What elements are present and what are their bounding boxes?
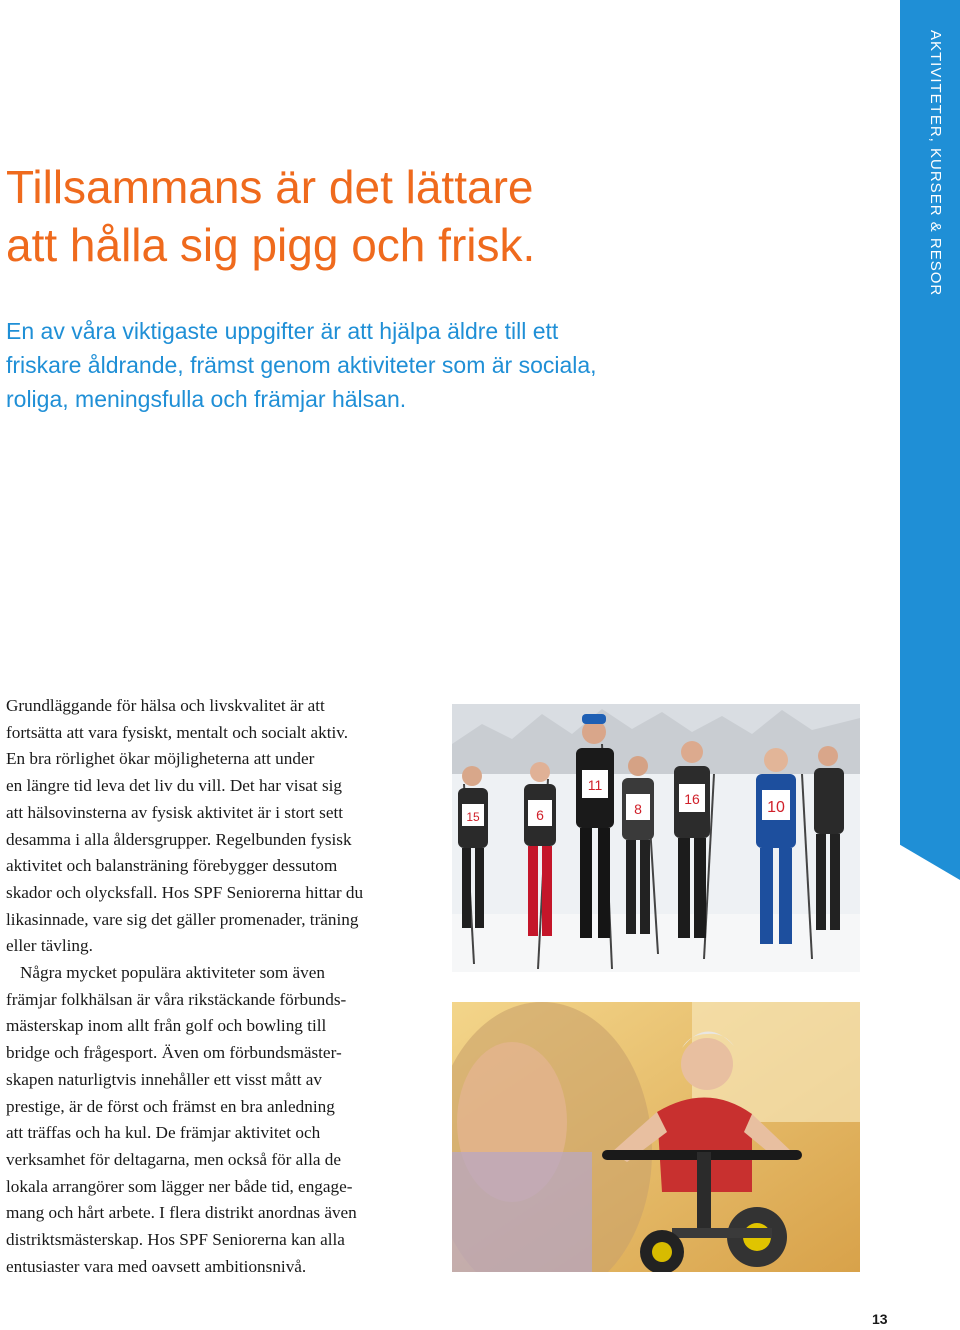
body-line: att hälsovinsterna av fysisk aktivitet är i stort sett bbox=[6, 802, 343, 822]
body-line: likasinnade, vare sig det gäller promenader, träning bbox=[6, 909, 359, 929]
page-title-line: att hålla sig pigg och frisk. bbox=[6, 219, 536, 271]
page-title bbox=[6, 158, 886, 274]
bib-number: 10 bbox=[767, 799, 785, 816]
body-line: fortsätta att vara fysiskt, mentalt och socialt aktiv. bbox=[6, 722, 349, 742]
body-line: entusiaster vara med oavsett ambitionsnivå. bbox=[6, 1256, 307, 1276]
page-title-line: Tillsammans är det lättare bbox=[6, 161, 534, 213]
cycling-photo bbox=[452, 1002, 860, 1272]
body-line: Några mycket populära aktiviteter som även bbox=[20, 963, 325, 983]
section-tab-label: AKTIVITETER, KURSER & RESOR bbox=[927, 30, 944, 297]
body-line: verksamhet för deltagarna, men också för alla de bbox=[6, 1149, 342, 1169]
body-line: bridge och frågesport. Även om förbundsmäster- bbox=[6, 1043, 342, 1063]
lead-line: En av våra viktigaste uppgifter är att hjälpa äldre till ett bbox=[6, 318, 559, 344]
body-line: eller tävling. bbox=[6, 936, 93, 956]
bib-number: 6 bbox=[536, 807, 544, 823]
body-line: lokala arrangörer som lägger ner både tid, engage- bbox=[6, 1176, 353, 1196]
body-line: mang och hårt arbete. I flera distrikt anordnas även bbox=[6, 1203, 357, 1223]
body-line: skador och olycksfall. Hos SPF Seniorerna hittar du bbox=[6, 882, 364, 902]
body-text bbox=[6, 693, 426, 1280]
body-line: distriktsmästerskap. Hos SPF Seniorerna kan alla bbox=[6, 1230, 345, 1250]
body-line: prestige, är de först och främst en bra anledning bbox=[6, 1096, 335, 1116]
bib-number: 8 bbox=[634, 801, 642, 817]
exercise-bike bbox=[640, 1230, 684, 1272]
page-number: 13 bbox=[872, 1311, 888, 1327]
lead-line: roliga, meningsfulla och främjar hälsan. bbox=[6, 386, 407, 412]
body-line: En bra rörlighet ökar möjligheterna att under bbox=[6, 749, 315, 769]
bib-number: 15 bbox=[466, 810, 480, 824]
body-line: mästerskap inom allt från golf och bowling till bbox=[6, 1016, 327, 1036]
bib-number: 11 bbox=[587, 777, 603, 793]
body-line: aktivitet och balansträning förebygger dessutom bbox=[6, 856, 338, 876]
body-line: främjar folkhälsan är våra rikstäckande förbunds- bbox=[6, 989, 347, 1009]
body-line: en längre tid leva det liv du vill. Det har visat sig bbox=[6, 776, 343, 796]
body-line: skapen naturligtvis innehåller ett visst mått av bbox=[6, 1069, 322, 1089]
body-line: desamma i alla åldersgrupper. Regelbunden fysisk bbox=[6, 829, 352, 849]
lead-line: friskare åldrande, främst genom aktiviteter som är sociala, bbox=[6, 352, 597, 378]
skiers-photo bbox=[452, 704, 860, 972]
body-line: att träffas och ha kul. De främjar aktivitet och bbox=[6, 1123, 321, 1143]
bib-number: 16 bbox=[684, 791, 700, 807]
body-line: Grundläggande för hälsa och livskvalitet är att bbox=[6, 696, 325, 715]
lead-paragraph bbox=[6, 314, 886, 416]
